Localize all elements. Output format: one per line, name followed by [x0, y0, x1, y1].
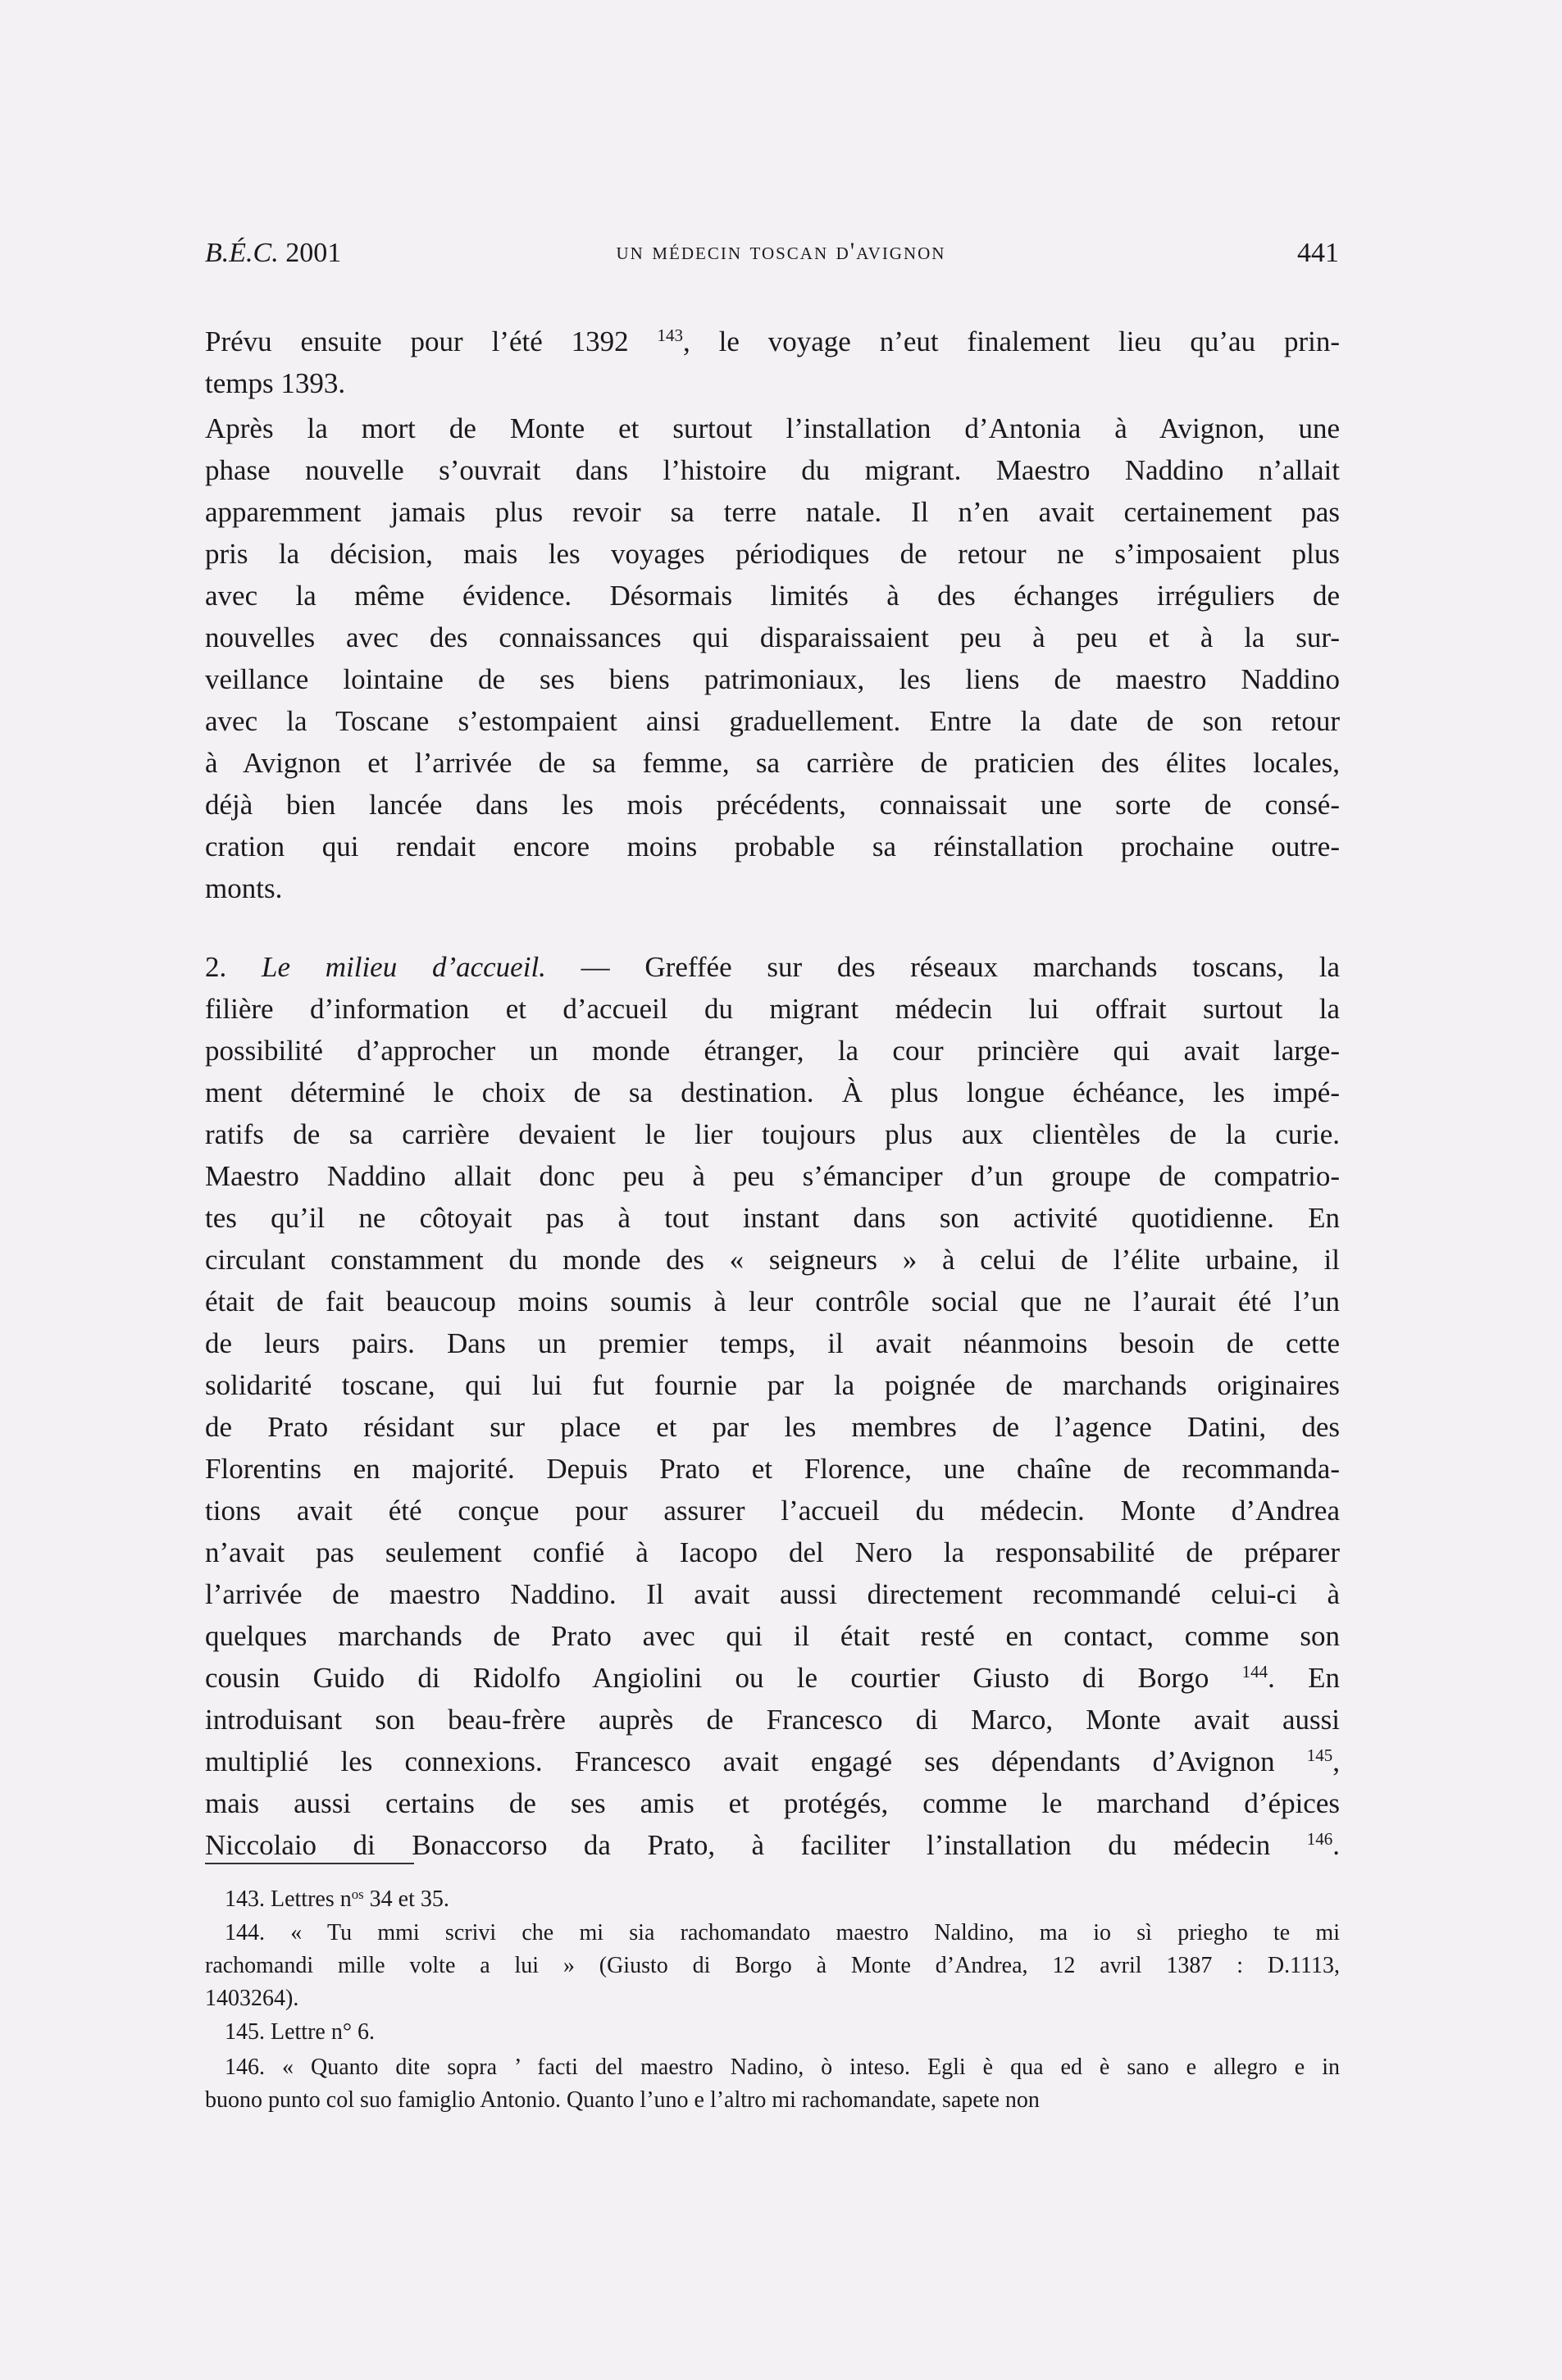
text-segment: ment déterminé le choix de sa destination. À plus longue échéance, les impé- — [205, 1076, 1340, 1108]
text-line — [205, 1406, 1340, 1448]
text-line — [205, 1155, 1340, 1197]
text-line — [205, 1531, 1340, 1573]
text-segment: monts. — [205, 872, 283, 904]
text-line — [205, 826, 1340, 867]
text-line — [205, 946, 1340, 988]
text-line — [205, 1982, 1340, 2015]
text-segment: , le voyage n’eut finalement lieu qu’au prin- — [683, 325, 1341, 357]
text-segment: de Prato résidant sur place et par les membres de l’agence Datini, des — [205, 1411, 1340, 1443]
text-segment: . En — [1268, 1662, 1340, 1694]
journal-year: 2001 — [285, 238, 342, 268]
text-line — [205, 1239, 1340, 1281]
text-segment: circulant constamment du monde des « seigneurs » à celui de l’élite urbaine, il — [205, 1244, 1340, 1276]
text-line — [205, 1448, 1340, 1490]
text-line — [205, 988, 1340, 1030]
text-line — [205, 742, 1340, 784]
text-segment: Florentins en majorité. Depuis Prato et Florence, une chaîne de recommanda- — [205, 1453, 1340, 1485]
paragraph — [205, 946, 1340, 1866]
journal-abbrev: B.É.C. — [205, 238, 279, 268]
text-segment: — Greffée sur des réseaux marchands toscans, la — [545, 951, 1341, 983]
text-segment: buono punto col suo famiglio Antonio. Quanto l’uno e l’altro mi rachomandate, sapete non — [205, 2087, 1040, 2113]
text-line — [205, 321, 1340, 362]
text-segment: nouvelles avec des connaissances qui disparaissaient peu à peu et à la sur- — [205, 621, 1340, 653]
text-line — [205, 1917, 1340, 1950]
text-segment: rachomandi mille volte a lui » (Giusto di Borgo à Monte d’Andrea, 12 avril 1387 : D.1113, — [205, 1953, 1340, 1978]
text-line — [205, 1490, 1340, 1531]
text-line — [205, 449, 1340, 491]
text-segment: cousin Guido di Ridolfo Angiolini ou le courtier Giusto di Borgo — [205, 1662, 1242, 1694]
footnote-ref: 146 — [1306, 1829, 1333, 1850]
text-segment: 146. « Quanto dite sopra ’ facti del maestro Nadino, ò inteso. Egli è qua ed è sano e allegro e in — [225, 2055, 1340, 2080]
text-segment: Niccolaio di Bonaccorso da Prato, à faciliter l’installation du médecin — [205, 1829, 1307, 1861]
text-segment: . — [1332, 1829, 1340, 1861]
text-line — [205, 1072, 1340, 1113]
footnote — [205, 2051, 1340, 2117]
text-segment: temps 1393. — [205, 367, 346, 399]
text-segment: , — [1332, 1745, 1340, 1777]
text-segment: Le milieu d’accueil. — [262, 951, 546, 983]
text-segment: mais aussi certains de ses amis et protégés, comme le marchand d’épices — [205, 1787, 1340, 1819]
text-line — [205, 1113, 1340, 1155]
text-line — [205, 617, 1340, 658]
text-segment: apparemment jamais plus revoir sa terre natale. Il n’en avait certainement pas — [205, 496, 1340, 528]
text-segment: tes qu’il ne côtoyait pas à tout instant dans son activité quotidienne. En — [205, 1202, 1340, 1234]
text-segment: cration qui rendait encore moins probable sa réinstallation prochaine outre- — [205, 830, 1340, 862]
text-line — [205, 784, 1340, 826]
text-segment: 1403264). — [205, 1986, 299, 2011]
text-segment: Après la mort de Monte et surtout l’installation d’Antonia à Avignon, une — [205, 412, 1340, 444]
text-segment: l’arrivée de maestro Naddino. Il avait aussi directement recommandé celui-ci à — [205, 1578, 1340, 1610]
footnote-ref: os — [351, 1886, 364, 1902]
text-line — [205, 533, 1340, 575]
text-segment: ratifs de sa carrière devaient le lier toujours plus aux clientèles de la curie. — [205, 1118, 1340, 1150]
paragraph — [205, 321, 1340, 404]
text-line — [205, 1281, 1340, 1322]
text-line — [205, 2016, 1340, 2049]
text-segment: 2. — [205, 951, 262, 983]
text-line — [205, 867, 1340, 909]
text-line — [205, 1030, 1340, 1072]
text-segment: 143. Lettres n — [225, 1886, 352, 1912]
text-segment: Maestro Naddino allait donc peu à peu s’émanciper d’un groupe de compatrio- — [205, 1160, 1340, 1192]
text-line — [205, 658, 1340, 700]
footnote-ref: 144 — [1241, 1662, 1268, 1682]
text-segment: tions avait été conçue pour assurer l’accueil du médecin. Monte d’Andrea — [205, 1495, 1340, 1527]
footnote-divider — [205, 1863, 414, 1864]
text-line — [205, 1364, 1340, 1406]
running-header-title: un médecin toscan d'avignon — [616, 238, 946, 265]
page-number: 441 — [1297, 238, 1339, 268]
text-line — [205, 1950, 1340, 1982]
text-segment: avec la même évidence. Désormais limités à des échanges irréguliers de — [205, 580, 1340, 612]
text-line — [205, 575, 1340, 617]
text-line — [205, 2084, 1340, 2117]
text-line — [205, 1824, 1340, 1866]
footnote — [205, 1883, 1340, 1916]
footnote — [205, 2016, 1340, 2049]
text-segment: quelques marchands de Prato avec qui il était resté en contact, comme son — [205, 1620, 1340, 1652]
text-line — [205, 1322, 1340, 1364]
text-segment: était de fait beaucoup moins soumis à leur contrôle social que ne l’aurait été l’un — [205, 1286, 1340, 1317]
text-line — [205, 1741, 1340, 1782]
text-segment: multiplié les connexions. Francesco avait engagé ses dépendants d’Avignon — [205, 1745, 1307, 1777]
text-segment: veillance lointaine de ses biens patrimoniaux, les liens de maestro Naddino — [205, 663, 1340, 695]
text-line — [205, 1197, 1340, 1239]
text-line — [205, 1782, 1340, 1824]
text-segment: filière d’information et d’accueil du migrant médecin lui offrait surtout la — [205, 993, 1340, 1025]
text-line — [205, 491, 1340, 533]
text-line — [205, 407, 1340, 449]
text-segment: à Avignon et l’arrivée de sa femme, sa carrière de praticien des élites locales, — [205, 747, 1340, 779]
text-line — [205, 700, 1340, 742]
text-line — [205, 362, 1340, 404]
text-segment: phase nouvelle s’ouvrait dans l’histoire du migrant. Maestro Naddino n’allait — [205, 454, 1340, 486]
text-line — [205, 1657, 1340, 1699]
text-segment: 145. Lettre n° 6. — [225, 2019, 376, 2045]
text-segment: de leurs pairs. Dans un premier temps, il avait néanmoins besoin de cette — [205, 1327, 1340, 1359]
text-segment: avec la Toscane s’estompaient ainsi graduellement. Entre la date de son retour — [205, 705, 1340, 737]
text-segment: pris la décision, mais les voyages périodiques de retour ne s’imposaient plus — [205, 538, 1340, 570]
footnote — [205, 1917, 1340, 2015]
text-segment: 144. « Tu mmi scrivi che mi sia rachomandato maestro Naldino, ma io sì prieghо te mi — [225, 1920, 1340, 1945]
text-segment: 34 et 35. — [363, 1886, 449, 1912]
footnote-ref: 143 — [657, 325, 684, 346]
text-line — [205, 2051, 1340, 2084]
text-segment: n’avait pas seulement confié à Iacopo del Nero la responsabilité de préparer — [205, 1536, 1340, 1568]
text-line — [205, 1699, 1340, 1741]
footnote-ref: 145 — [1306, 1745, 1333, 1766]
text-line — [205, 1615, 1340, 1657]
text-segment: solidarité toscane, qui lui fut fournie par la poignée de marchands originaires — [205, 1369, 1340, 1401]
text-segment: déjà bien lancée dans les mois précédents, connaissait une sorte de consé- — [205, 789, 1340, 821]
paragraph — [205, 407, 1340, 909]
text-segment: introduisant son beau-frère auprès de Francesco di Marco, Monte avait aussi — [205, 1704, 1340, 1736]
text-line — [205, 1883, 1340, 1916]
text-segment: possibilité d’approcher un monde étranger, la cour princière qui avait large- — [205, 1035, 1340, 1067]
text-segment: Prévu ensuite pour l’été 1392 — [205, 325, 658, 357]
text-line — [205, 1573, 1340, 1615]
